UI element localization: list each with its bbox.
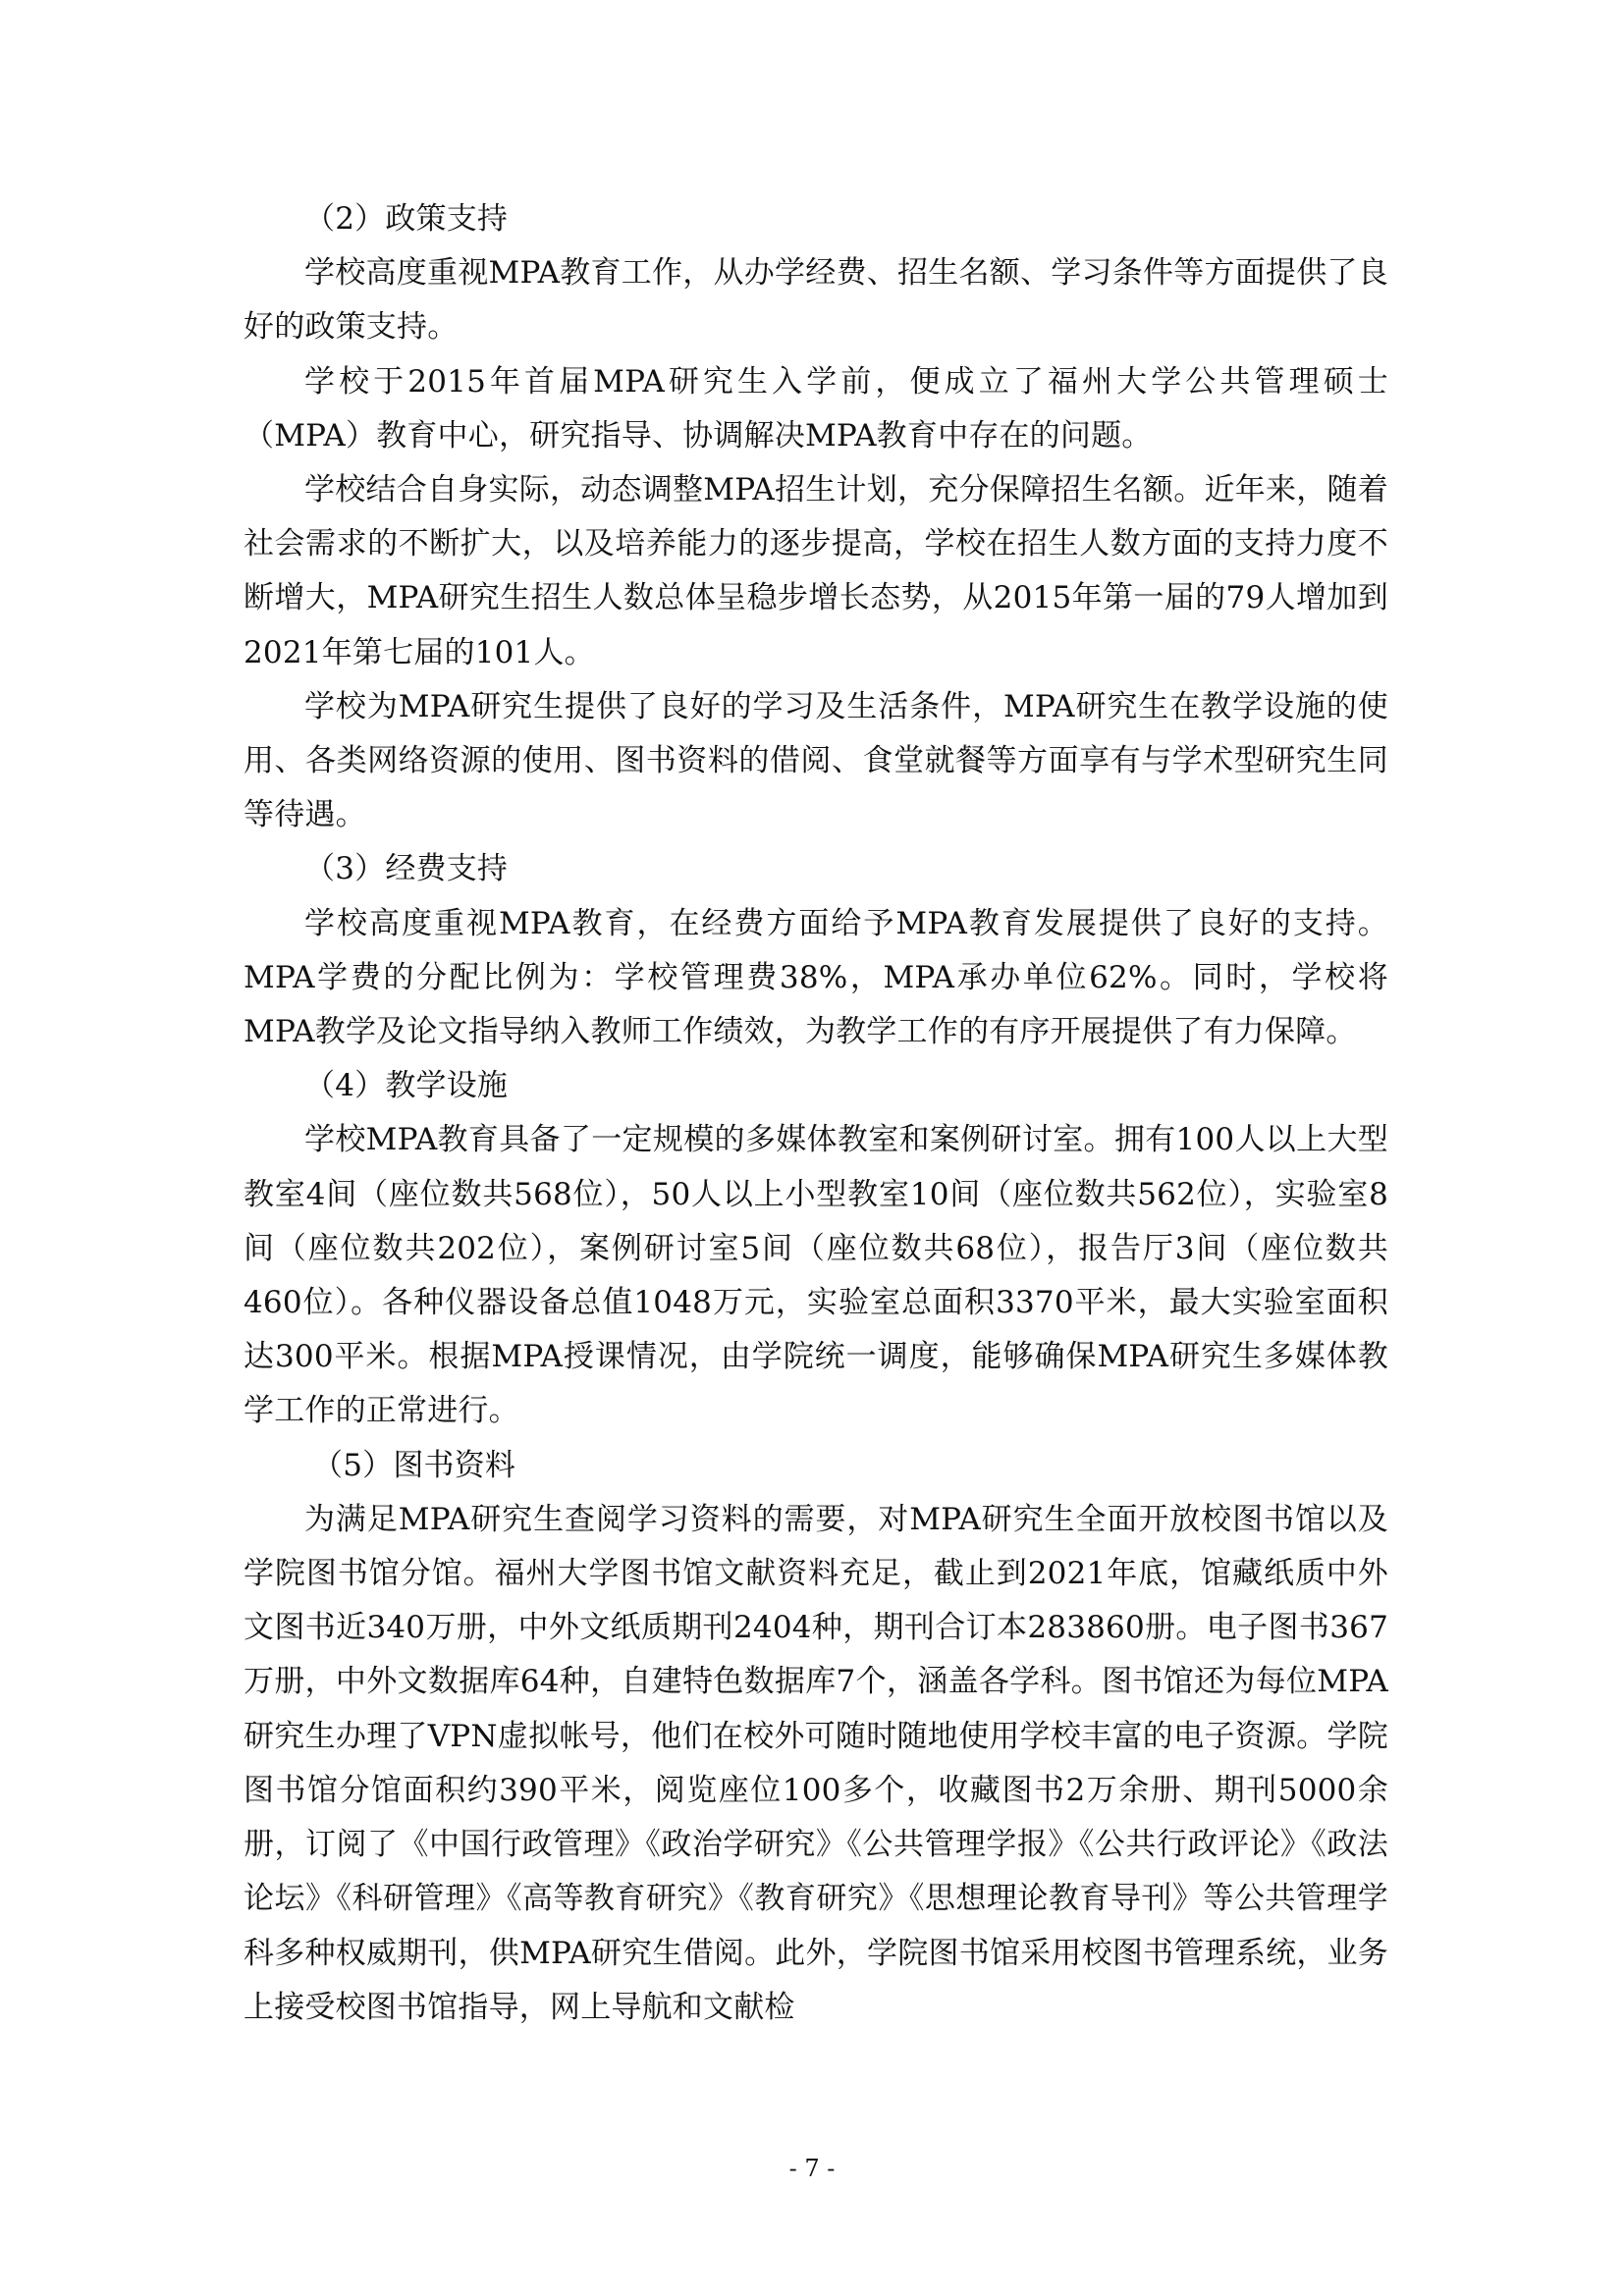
page-number: - 7 - — [788, 2155, 836, 2182]
paragraph: 学校结合自身实际，动态调整MPA招生计划，充分保障招生名额。近年来，随着社会需求的不断扩大，以及培养能力的逐步提高，学校在招生人数方面的支持力度不断增大，MPA研究生招生人数总体呈稳步增长态势，从2015年第一届的79人增加到2021年第七届的101人。 — [244, 472, 1388, 670]
paragraph: 学校MPA教育具备了一定规模的多媒体教室和案例研讨室。拥有100人以上大型教室4间（座位数共568位），50人以上小型教室10间（座位数共562位），实验室8间（座位数共202位），案例研讨室5间（座位数共68位），报告厅3间（座位数共460位）。各种仪器设备总值1048万元，实验室总面积3370平米，最大实验室面积达300平米。根据MPA授课情况，由学院统一调度，能够确保MPA研究生多媒体教学工作的正常进行。 — [244, 1122, 1388, 1429]
section-heading-policy-support: （2）政策支持 — [304, 201, 509, 237]
section-heading-teaching-facilities: （4）教学设施 — [304, 1068, 509, 1104]
paragraph: 学校高度重视MPA教育，在经费方面给予MPA教育发展提供了良好的支持。MPA学费的分配比例为：学校管理费38%，MPA承办单位62%。同时，学校将MPA教学及论文指导纳入教师工作绩效，为教学工作的有序开展提供了有力保障。 — [244, 905, 1388, 1050]
paragraph: 为满足MPA研究生查阅学习资料的需要，对MPA研究生全面开放校图书馆以及学院图书馆分馆。福州大学图书馆文献资料充足，截止到2021年底，馆藏纸质中外文图书近340万册，中外文纸质期刊2404种，期刊合订本283860册。电子图书367万册，中外文数据库64种，自建特色数据库7个，涵盖各学科。图书馆还为每位MPA研究生办理了VPN虚拟帐号，他们在校外可随时随地使用学校丰富的电子资源。学院图书馆分馆面积约390平米，阅览座位100多个，收藏图书2万余册、期刊5000余册，订阅了《中国行政管理》《政治学研究》《公共管理学报》《公共行政评论》《政法论坛》《科研管理》《高等教育研究》《教育研究》《思想理论教育导刊》等公共管理学科多种权威期刊，供MPA研究生借阅。此外，学院图书馆采用校图书管理系统，业务上接受校图书馆指导，网上导航和文献检 — [244, 1501, 1388, 2025]
section-heading-funding-support: （3）经费支持 — [304, 851, 509, 887]
section-heading-library-resources: （5）图书资料 — [312, 1447, 516, 1483]
paragraph: 学校高度重视MPA教育工作，从办学经费、招生名额、学习条件等方面提供了良好的政策支持。 — [244, 255, 1388, 346]
paragraph: 学校于2015年首届MPA研究生入学前，便成立了福州大学公共管理硕士（MPA）教育中心，研究指导、协调解决MPA教育中存在的问题。 — [244, 363, 1388, 454]
paragraph: 学校为MPA研究生提供了良好的学习及生活条件，MPA研究生在教学设施的使用、各类网络资源的使用、图书资料的借阅、食堂就餐等方面享有与学术型研究生同等待遇。 — [244, 688, 1388, 833]
document-body — [244, 192, 1388, 2035]
